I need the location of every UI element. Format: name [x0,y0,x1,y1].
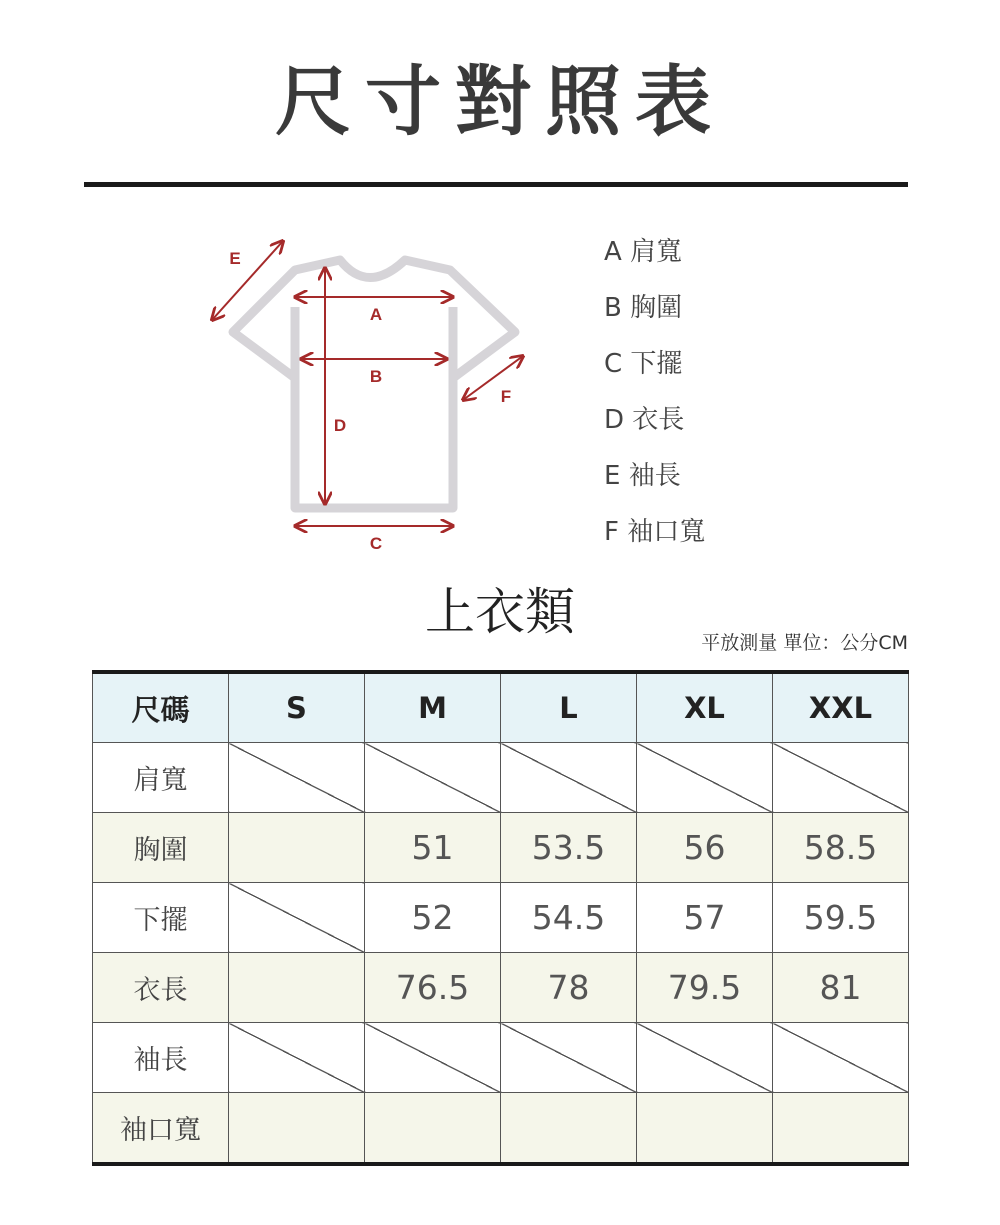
table-cell [365,1023,501,1093]
table-cell: 56 [637,813,773,883]
row-label: 胸圍 [93,813,229,883]
section-title: 上衣類 [425,583,575,641]
arrow-e [212,241,283,320]
table-cell [773,743,909,813]
tshirt-measurement-diagram [195,230,540,560]
table-cell: 79.5 [637,953,773,1023]
legend-item: B 胸圍 [604,293,683,323]
table-cell [501,1023,637,1093]
table-row [93,883,909,953]
row-label: 衣長 [93,953,229,1023]
header-size-label: 尺碼 [93,672,229,743]
row-label: 袖口寬 [93,1093,229,1165]
table-cell: 81 [773,953,909,1023]
table-cell [365,1093,501,1165]
legend-item: D 衣長 [604,405,685,435]
measurement-legend [604,232,705,568]
legend-item: C 下擺 [604,349,683,379]
table-cell [229,953,365,1023]
table-cell [501,1093,637,1165]
label-b: B [369,367,383,386]
table-cell [365,743,501,813]
row-label: 下擺 [93,883,229,953]
table-row [93,813,909,883]
table-cell: 58.5 [773,813,909,883]
size-table [92,670,909,1166]
label-a: A [369,305,383,324]
row-label: 肩寬 [93,743,229,813]
legend-item: A 肩寬 [604,237,683,267]
table-cell [773,1023,909,1093]
table-cell [229,743,365,813]
table-cell: 53.5 [501,813,637,883]
label-e: E [229,249,241,268]
table-cell: 76.5 [365,953,501,1023]
table-cell: 52 [365,883,501,953]
table-cell: 59.5 [773,883,909,953]
table-cell [773,1093,909,1165]
table-header-row [93,672,909,743]
table-cell: 54.5 [501,883,637,953]
table-cell [229,883,365,953]
table-cell [637,1023,773,1093]
page-title: 尺寸對照表 [275,57,725,146]
table-cell: 78 [501,953,637,1023]
table-cell [229,1093,365,1165]
header-size-xl: XL [637,672,773,743]
table-cell [229,813,365,883]
table-cell: 51 [365,813,501,883]
unit-note: 平放測量 單位：公分CM [701,632,908,654]
legend-item: E 袖長 [604,461,681,491]
table-cell [637,1093,773,1165]
header-size-s: S [229,672,365,743]
header-size-l: L [501,672,637,743]
table-cell: 57 [637,883,773,953]
table-row [93,953,909,1023]
legend-item: F 袖口寬 [604,517,706,547]
label-f: F [500,387,512,406]
header-size-xxl: XXL [773,672,909,743]
table-row [93,1093,909,1165]
table-row [93,743,909,813]
table-cell [501,743,637,813]
row-label: 袖長 [93,1023,229,1093]
table-row [93,1023,909,1093]
title-divider [84,182,908,187]
header-size-m: M [365,672,501,743]
label-d: D [333,416,347,435]
label-c: C [369,534,383,553]
table-cell [229,1023,365,1093]
table-cell [637,743,773,813]
